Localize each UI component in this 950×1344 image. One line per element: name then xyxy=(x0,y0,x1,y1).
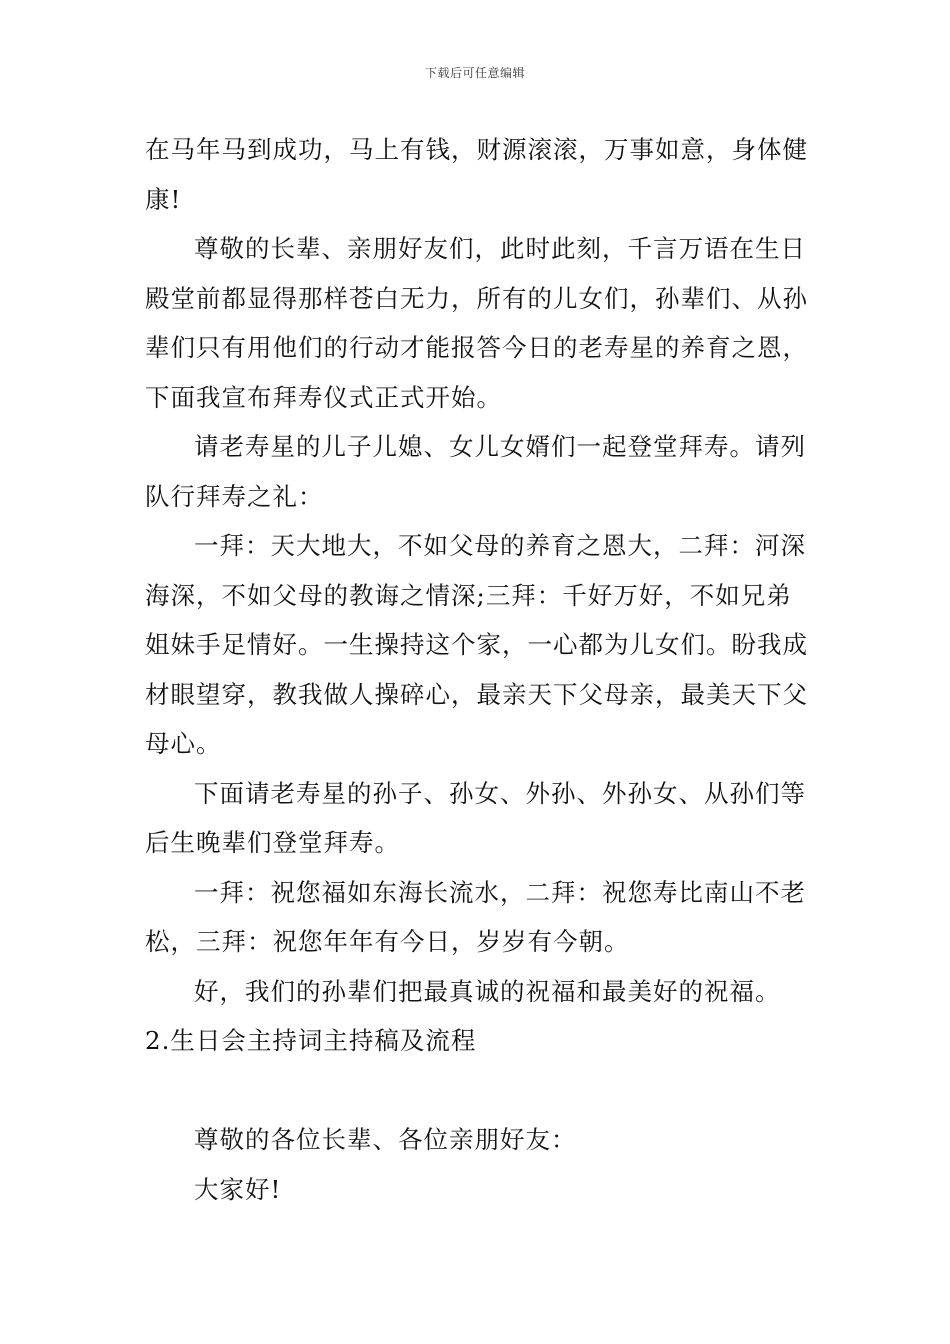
page-header: 下载后可任意编辑 xyxy=(424,66,525,80)
paragraph-children-bows: 一拜：天大地大，不如父母的养育之恩大，二拜：河深海深，不如父母的教诲之情深;三拜：千好万好，不如兄弟姐妹手足情好。一生操持这个家，一心都为儿女们。盼我成材眼望穿，教我做人操碎心，最亲天下父母亲，最美天下父母心。 xyxy=(145,531,808,758)
greeting-salutation: 尊敬的各位长辈、各位亲朋好友： xyxy=(194,1125,577,1154)
paragraph-continuation: 在马年马到成功，马上有钱，财源滚滚，万事如意，身体健康! xyxy=(145,135,808,214)
paragraph-ceremony-opening: 尊敬的长辈、亲朋好友们，此时此刻，千言万语在生日殿堂前都显得那样苍白无力，所有的儿女们，孙辈们、从孙辈们只有用他们的行动才能报答今日的老寿星的养育之恩，下面我宣布拜寿仪式正式开始。 xyxy=(145,234,808,412)
paragraph-grandchildren-invite: 下面请老寿星的孙子、孙女、外孙、外孙女、从孙们等后生晚辈们登堂拜寿。 xyxy=(145,778,806,857)
paragraph-closing-blessing: 好，我们的孙辈们把最真诚的祝福和最美好的祝福。 xyxy=(194,976,781,1006)
document-body xyxy=(145,125,810,1214)
paragraph-grandchildren-bows: 一拜：祝您福如东海长流水，二拜：祝您寿比南山不老松，三拜：祝您年年有今日，岁岁有今朝。 xyxy=(145,877,806,956)
greeting-hello: 大家好! xyxy=(194,1174,282,1204)
section-heading: 2.生日会主持词主持稿及流程 xyxy=(145,1026,477,1055)
blank-line xyxy=(145,1066,810,1116)
paragraph-children-invite: 请老寿星的儿子儿媳、女儿女婿们一起登堂拜寿。请列队行拜寿之礼： xyxy=(145,432,806,511)
